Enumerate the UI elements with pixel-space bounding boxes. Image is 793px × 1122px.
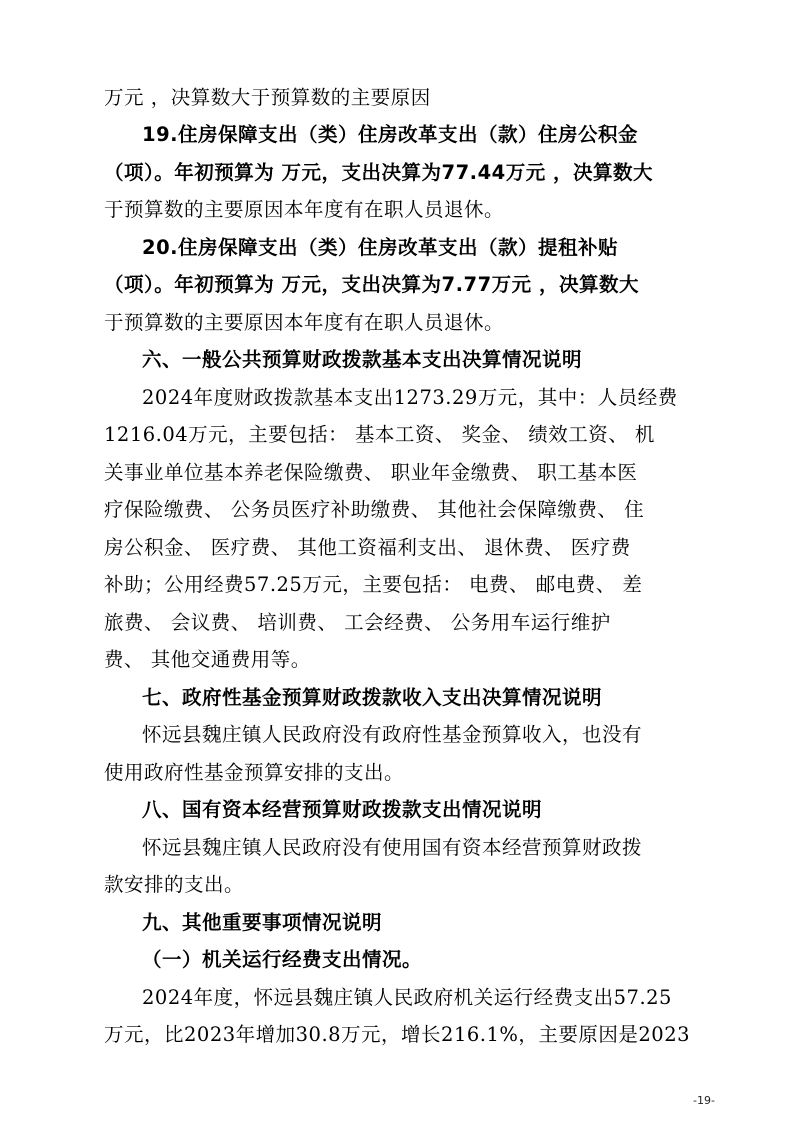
paragraph-line: 于预算数的主要原因本年度有在职人员退休。 bbox=[104, 198, 505, 221]
paragraph-line: 款安排的支出。 bbox=[104, 873, 245, 896]
paragraph-line: 2024年度，怀远县魏庄镇人民政府机关运行经费支出57.25 bbox=[142, 986, 672, 1009]
paragraph-line: 2024年度财政拨款基本支出1273.29万元，其中：人员经费 bbox=[142, 386, 678, 409]
section-heading: 六、一般公共预算财政拨款基本支出决算情况说明 bbox=[142, 348, 583, 371]
paragraph-line: 旅费、 会议费、 培训费、 工会经费、 公务用车运行维护 bbox=[104, 611, 611, 634]
paragraph-line: 于预算数的主要原因本年度有在职人员退休。 bbox=[104, 311, 505, 334]
subsection-heading: （一）机关运行经费支出情况。 bbox=[142, 948, 423, 971]
section-heading: 19.住房保障支出（类）住房改革支出（款）住房公积金 bbox=[142, 123, 639, 146]
paragraph-line: 房公积金、 医疗费、 其他工资福利支出、 退休费、 医疗费 bbox=[104, 536, 631, 559]
paragraph-line: 关事业单位基本养老保险缴费、 职业年金缴费、 职工基本医 bbox=[104, 461, 638, 484]
paragraph-line: 1216.04万元，主要包括： 基本工资、 奖金、 绩效工资、 机 bbox=[104, 423, 655, 446]
paragraph-line: 万元 ，决算数大于预算数的主要原因 bbox=[104, 86, 431, 109]
section-heading: （项）。年初预算为 万元，支出决算为77.44万元 ，决算数大 bbox=[104, 161, 654, 184]
section-heading: 八、国有资本经营预算财政拨款支出情况说明 bbox=[142, 798, 543, 821]
section-heading: 七、政府性基金预算财政拨款收入支出决算情况说明 bbox=[142, 686, 603, 709]
section-heading: 20.住房保障支出（类）住房改革支出（款）提租补贴 bbox=[142, 236, 619, 259]
paragraph-line: 怀远县魏庄镇人民政府没有政府性基金预算收入，也没有 bbox=[142, 723, 643, 746]
paragraph-line: 万元，比2023年增加30.8万元，增长216.1%，主要原因是2023 bbox=[104, 1023, 691, 1046]
paragraph-line: 怀远县魏庄镇人民政府没有使用国有资本经营预算财政拨 bbox=[142, 836, 643, 859]
page-number: -19- bbox=[693, 1094, 715, 1107]
paragraph-line: 疗保险缴费、 公务员医疗补助缴费、 其他社会保障缴费、 住 bbox=[104, 498, 645, 521]
section-heading: （项）。年初预算为 万元，支出决算为7.77万元 ，决算数大 bbox=[104, 273, 639, 296]
paragraph-line: 补助；公用经费57.25万元，主要包括： 电费、 邮电费、 差 bbox=[104, 573, 643, 596]
paragraph-line: 使用政府性基金预算安排的支出。 bbox=[104, 761, 405, 784]
section-heading: 九、其他重要事项情况说明 bbox=[142, 911, 383, 934]
paragraph-line: 费、 其他交通费用等。 bbox=[104, 648, 311, 671]
